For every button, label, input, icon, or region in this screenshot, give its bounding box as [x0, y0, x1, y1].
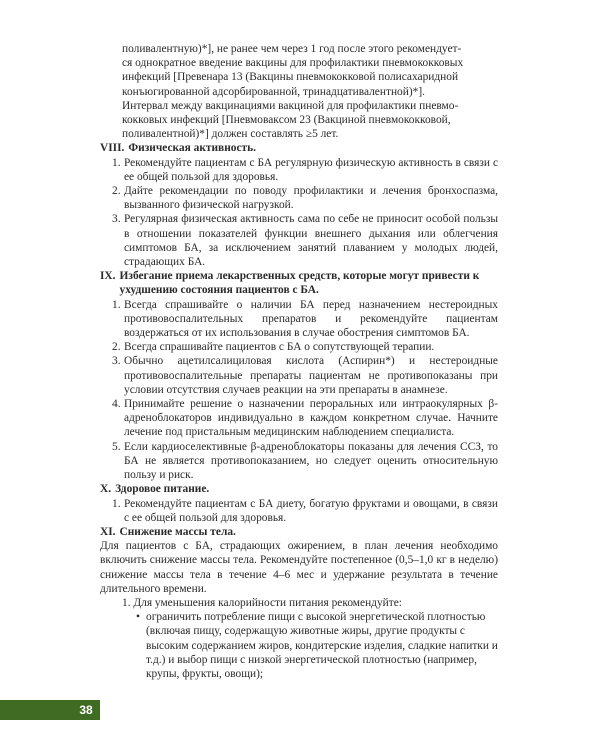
- section-9-list: [100, 298, 498, 483]
- intro-line: поливалентную)*], не ранее чем через 1 год после этого рекомендует-: [122, 43, 462, 55]
- list-item: 5. Если кардиоселективные β-адреноблокаторы показаны для лечения ССЗ, то БА не является противопоказанием, но следует оценить относительную пользу и риск.: [112, 440, 498, 482]
- section-title: Снижение массы тела.: [119, 525, 236, 538]
- list-item: 1. Рекомендуйте пациентам с БА регулярную физическую активность в связи с ее общей пользой для здоровья.: [112, 156, 498, 183]
- section-number: VIII.: [100, 142, 125, 155]
- bullet-text: ограничить потребление пищи с высокой энергетической плотностью (включая пищу, содержащую животные жиры, другие продукты с высоким содержанием жиров, кондитерские изделия, сладкие напитки и т.д.) и выбор пищи с низкой энергетической плотностью (например, крупы, фрукты, овощи);: [146, 611, 498, 680]
- section-11-paragraph: Для пациентов с БА, страдающих ожирением, в план лечения необходимо включить снижение массы тела. Рекомендуйте постепенное (0,5–1,0 кг в неделю) снижение массы тела в течение 4–6 мес и удержание результата в течение длительного времени.: [100, 540, 498, 595]
- section-11-heading: [100, 525, 498, 539]
- page-number: 38: [79, 703, 93, 717]
- list-item: 1. Рекомендуйте пациентам с БА диету, богатую фруктами и овощами, в связи с ее общей пользой для здоровья.: [112, 497, 498, 524]
- section-title: Здоровое питание.: [115, 483, 210, 496]
- bullet-item: [100, 610, 498, 681]
- intro-line: Интервал между вакцинациями вакциной для профилактики пневмо-: [122, 99, 459, 112]
- section-9-heading: [100, 269, 498, 297]
- intro-line: кокковых инфекций [Пневмовакcом 23 (Вакциной пневмококковой,: [122, 114, 451, 127]
- section-title: Физическая активность.: [128, 142, 256, 155]
- list-item: 3. Обычно ацетилсалициловая кислота (Аспирин*) и нестероидные противовоспалительные препараты пациентам не противопоказаны при условии отсутствия случаев реакции на эти препараты в анамнезе.: [112, 355, 498, 396]
- section-8-list: [100, 156, 498, 270]
- bullet-icon: •: [136, 611, 140, 624]
- list-item: 2. Дайте рекомендации по поводу профилактики и лечения бронхоспазма, вызванного физической нагрузкой.: [112, 185, 498, 212]
- section-11-subitem: 1. Для уменьшения калорийности питания рекомендуйте:: [122, 596, 402, 609]
- section-number: IX.: [100, 270, 116, 283]
- page-content: [100, 42, 498, 681]
- section-title: Избегание приема лекарственных средств, которые могут привести к ухудшению состояния пациентов с БА.: [119, 270, 480, 297]
- list-item: 4. Принимайте решение о назначении пероральных или интраокулярных β-адреноблокаторов индивидуально в каждом конкретном случае. Начните лечение под пристальным медицинским наблюдением специалиста.: [112, 398, 498, 439]
- section-number: X.: [100, 483, 112, 496]
- section-number: XI.: [100, 525, 116, 538]
- intro-line: ся однократное введение вакцины для профилактики пневмококковых: [122, 57, 464, 70]
- intro-line: инфекций [Превенара 13 (Вакцины пневмококковой полисахаридной: [122, 71, 459, 84]
- section-8-heading: [100, 141, 498, 155]
- list-item: 1. Всегда спрашивайте о наличии БА перед назначением нестероидных противовоспалительных препаратов и рекомендуйте пациентам воздержаться от их использования в случае обострения симптомов БА.: [112, 298, 498, 340]
- intro-line: поливалентной)*] должен составлять ≥5 лет.: [122, 128, 339, 141]
- intro-line: конъюгированной адсорбированной, тринадцативалентной)*].: [122, 85, 425, 98]
- list-item: 2. Всегда спрашивайте пациентов с БА о сопутствующей терапии.: [112, 341, 435, 354]
- section-10-heading: [100, 482, 498, 496]
- intro-block: [100, 42, 498, 141]
- list-item: 3. Регулярная физическая активность сама по себе не приносит особой пользы в отношении показателей функции внешнего дыхания или облегчения симптомов БА, за исключением занятий плаванием у молодых людей, страдающих БА.: [112, 213, 498, 269]
- section-10-list: [100, 497, 498, 525]
